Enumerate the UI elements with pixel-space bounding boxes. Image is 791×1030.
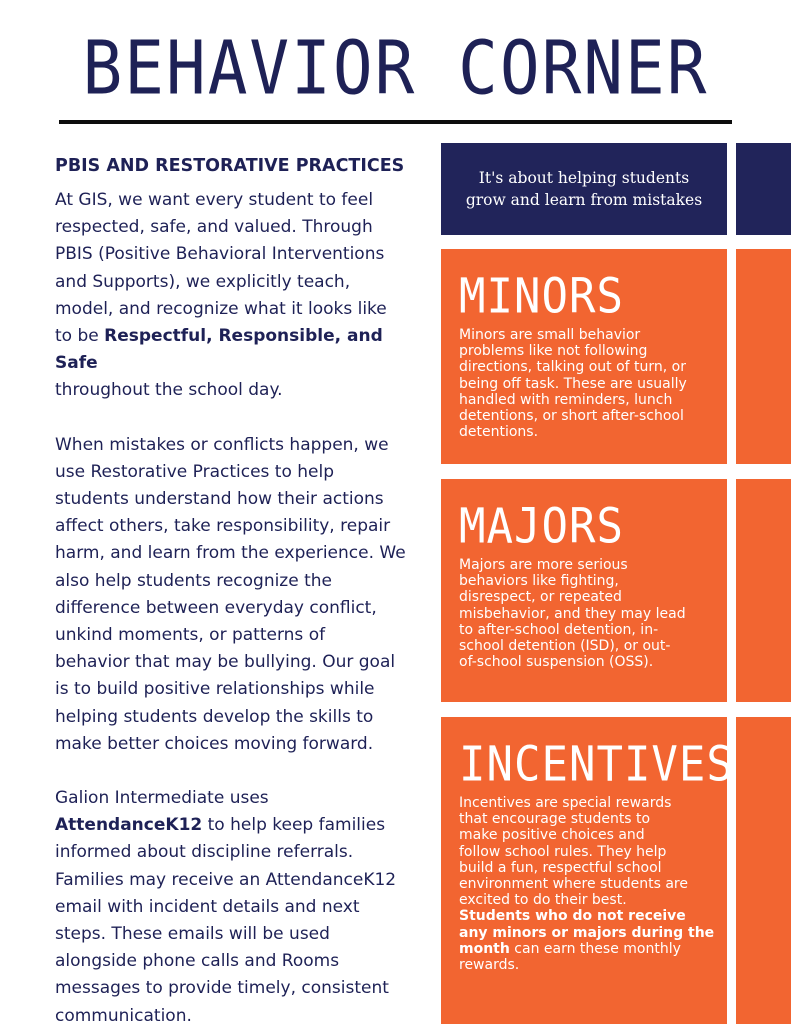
paragraph-attendancek12	[55, 785, 427, 1030]
body-line: informed about discipline referrals.	[55, 842, 354, 863]
decorative-strip	[736, 249, 791, 464]
body-column	[55, 187, 427, 1030]
body-line: to be	[55, 326, 105, 347]
body-line: alongside phone calls and Rooms	[55, 951, 340, 972]
body-line: make better choices moving forward.	[55, 733, 374, 754]
section-heading: PBIS AND RESTORATIVE PRACTICES	[55, 156, 405, 176]
title-divider	[59, 120, 732, 124]
body-line: Galion Intermediate uses	[55, 788, 269, 809]
card-title: MINORS	[459, 268, 624, 325]
body-line: and Supports), we explicitly teach,	[55, 271, 351, 292]
minors-card	[441, 249, 727, 464]
card-line: environment where students are	[459, 876, 688, 893]
card-text	[459, 557, 715, 670]
card-line: detentions.	[459, 424, 539, 441]
body-line: helping students develop the skills to	[55, 706, 374, 727]
tagline-line: It's about helping students	[478, 169, 690, 187]
card-line: disrespect, or repeated	[459, 589, 622, 606]
card-line: to after-school detention, in-	[459, 621, 659, 638]
decorative-strip	[736, 143, 791, 235]
card-line: excited to do their best.	[459, 892, 627, 909]
paragraph-pbis	[55, 187, 427, 405]
body-line: unkind moments, or patterns of	[55, 625, 326, 646]
body-line: also help students recognize the	[55, 570, 332, 591]
body-line: use Restorative Practices to help	[55, 461, 335, 482]
body-line: At GIS, we want every student to feel	[55, 190, 374, 210]
card-line: that encourage students to	[459, 811, 651, 828]
card-text	[459, 795, 715, 973]
body-line: harm, and learn from the experience. We	[55, 543, 406, 564]
body-line: is to build positive relationships while	[55, 679, 375, 700]
bold-attendancek12: AttendanceK12	[55, 815, 203, 836]
bold-values: Respectful, Responsible, and Safe	[55, 326, 383, 374]
body-line: difference between everyday conflict,	[55, 597, 377, 618]
card-line: being off task. These are usually	[459, 375, 687, 392]
card-line: school detention (ISD), or out-	[459, 638, 671, 655]
card-title: INCENTIVES	[459, 736, 734, 793]
decorative-strip	[736, 717, 791, 1024]
card-line: behaviors like fighting,	[459, 573, 619, 590]
body-line: throughout the school day.	[55, 380, 283, 401]
page-title: BEHAVIOR CORNER	[82, 25, 709, 112]
card-line: directions, talking out of turn, or	[459, 359, 687, 376]
card-line: rewards.	[459, 957, 520, 974]
card-bold-line: any minors or majors during the	[459, 924, 715, 941]
body-line: students understand how their actions	[55, 489, 384, 510]
card-line: follow school rules. They help	[459, 843, 667, 860]
card-line: make positive choices and	[459, 827, 645, 844]
body-line: When mistakes or conflicts happen, we	[55, 434, 389, 455]
card-title: MAJORS	[459, 498, 624, 555]
body-line: messages to provide timely, consistent	[55, 978, 389, 999]
decorative-strip	[736, 479, 791, 702]
card-line: of-school suspension (OSS).	[459, 654, 654, 671]
body-line: Families may receive an AttendanceK12	[55, 869, 397, 890]
card-line: detentions, or short after-school	[459, 408, 684, 425]
body-line: steps. These emails will be used	[55, 924, 330, 945]
card-line: Majors are more serious	[459, 557, 628, 573]
card-bold-line: month	[459, 940, 510, 957]
body-line: communication.	[55, 1005, 192, 1026]
body-line: behavior that may be bullying. Our goal	[55, 652, 396, 673]
tagline-box	[441, 143, 727, 235]
card-line: can earn these monthly	[509, 940, 681, 957]
card-line: Minors are small behavior	[459, 327, 641, 343]
card-text	[459, 327, 715, 440]
body-line: to help keep families	[202, 815, 386, 836]
incentives-card	[441, 717, 734, 1024]
card-line: problems like not following	[459, 343, 648, 360]
card-line: Incentives are special rewards	[459, 795, 672, 811]
body-line: model, and recognize what it looks like	[55, 298, 387, 319]
body-line: PBIS (Positive Behavioral Interventions	[55, 244, 385, 265]
paragraph-restorative	[55, 432, 427, 758]
majors-card	[441, 479, 727, 702]
body-line: respected, safe, and valued. Through	[55, 217, 373, 238]
tagline-line: grow and learn from mistakes	[465, 191, 703, 209]
card-line: misbehavior, and they may lead	[459, 605, 686, 622]
card-bold-line: Students who do not receive	[459, 908, 686, 925]
card-line: build a fun, respectful school	[459, 859, 662, 876]
body-line: affect others, take responsibility, repair	[55, 516, 391, 537]
card-line: handled with reminders, lunch	[459, 391, 673, 408]
body-line: email with incident details and next	[55, 896, 360, 917]
